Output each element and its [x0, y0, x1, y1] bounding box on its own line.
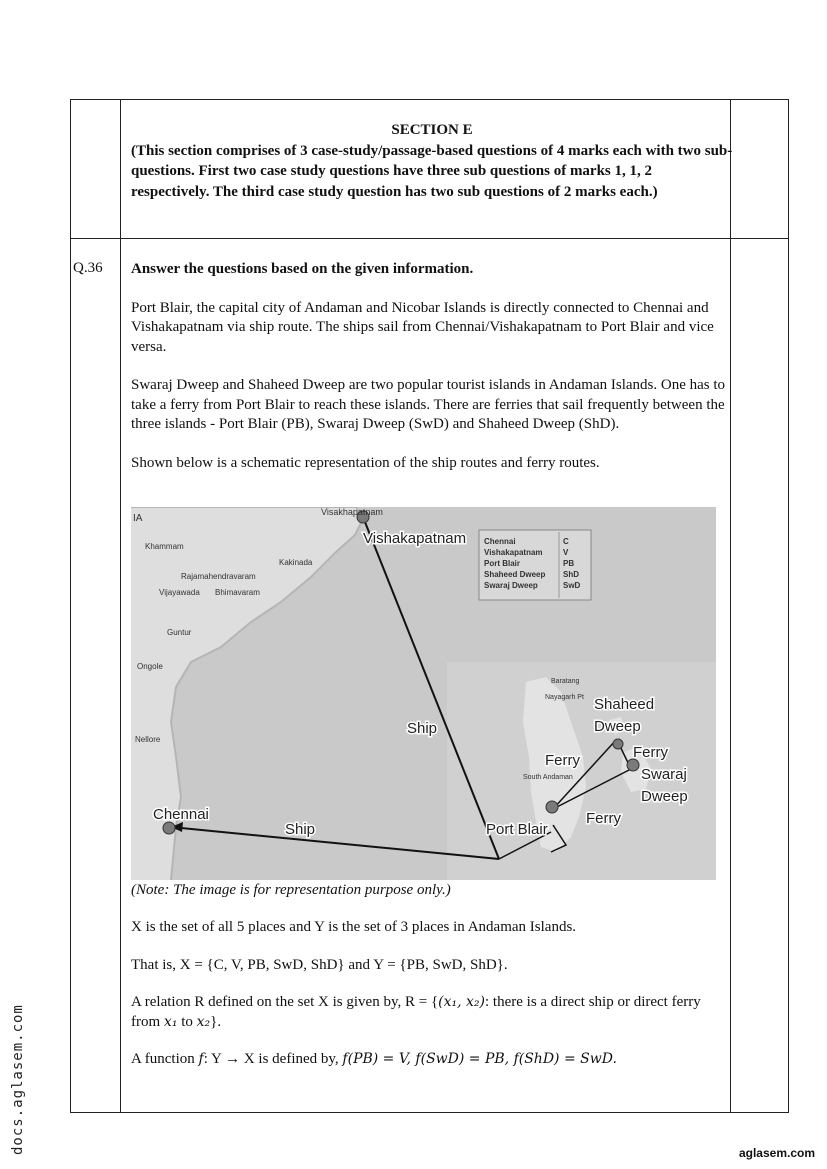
map-label-rajamahendravaram: Rajamahendravaram: [181, 572, 256, 581]
map-label-ferry-2: Ferry: [586, 810, 621, 827]
paragraph-2: Swaraj Dweep and Shaheed Dweep are two popular tourist islands in Andaman Islands. One has to take a ferry from Port Blair to reach these islands. There are ferries that sail frequently between the three islands - Port Blair (PB), Swaraj Dweep (SwD) and Shaheed Dweep (ShD).: [131, 377, 726, 432]
function-pre: A function: [131, 1051, 199, 1067]
marker-shaheed-dweep: [613, 739, 623, 749]
map-label-swaraj: Swaraj: [641, 766, 687, 783]
map-label-chennai: Chennai: [153, 806, 209, 823]
map-label-ship-chennai: Ship: [285, 821, 316, 838]
relation-x1: x₁: [163, 1013, 178, 1030]
paragraph-1: Port Blair, the capital city of Andaman and Nicobar Islands is directly connected to Chennai and Vishakapatnam via ship route. The ships sail from Chennai/Vishakapatnam to Port Blair and vice versa.: [131, 299, 714, 355]
function-symbol: f: [198, 1051, 204, 1067]
map-label-baratang: Baratang: [551, 678, 580, 685]
section-description: (This section comprises of 3 case-study/passage-based questions of 4 marks each with two sub-questions. First two case study questions have three sub questions of marks 1, 1, 2 respectively. The third case study question has two sub questions of 2 marks each.): [131, 142, 733, 200]
map-label-shaheed: Shaheed: [594, 696, 655, 713]
map-label-ferry-1: Ferry: [545, 752, 580, 769]
legend-code: PB: [563, 559, 575, 568]
relation-x2: x₂: [196, 1013, 211, 1030]
map-label-ship-vishakapatnam: Ship: [407, 720, 438, 737]
question-number: Q.36: [73, 260, 103, 276]
marker-chennai: [163, 822, 175, 834]
sets-definition: That is, X = {C, V, PB, SwD, ShD} and Y = {PB, SwD, ShD}.: [131, 956, 508, 973]
legend-name: Vishakapatnam: [484, 548, 543, 557]
relation-to: to: [177, 1013, 197, 1030]
image-note: (Note: The image is for representation purpose only.): [131, 882, 451, 898]
function-mid: : Y → X is defined by,: [203, 1051, 343, 1067]
function-values: f(PB) = V, f(SwD) = PB, f(ShD) = SwD.: [342, 1051, 617, 1067]
map-label-port-blair: Port Blair: [486, 821, 548, 838]
map-label-corner: IA: [133, 513, 143, 524]
column-divider-left: [120, 100, 121, 1112]
map-label-bhimavaram: Bhimavaram: [215, 588, 260, 597]
route-map: [131, 507, 716, 880]
map-label-guntur: Guntur: [167, 628, 192, 637]
map-legend: [479, 530, 591, 600]
section-header: [131, 120, 733, 202]
map-label-nayagarh: Nayagarh Pt: [545, 694, 584, 701]
sets-text: X is the set of all 5 places and Y is the set of 3 places in Andaman Islands.: [131, 919, 577, 935]
map-label-vijayawada: Vijayawada: [159, 588, 200, 597]
relation-pair: (x₁, x₂): [438, 994, 485, 1010]
map-label-ongole: Ongole: [137, 662, 163, 671]
map-label-dweep-swaraj: Dweep: [641, 788, 688, 805]
question-heading: Answer the questions based on the given information.: [131, 261, 474, 277]
legend-code: SwD: [563, 581, 581, 590]
footer-brand: aglasem.com: [738, 1146, 815, 1160]
section-title: SECTION E: [391, 122, 473, 138]
legend-name: Chennai: [484, 537, 516, 546]
relation-definition: [131, 993, 731, 1032]
question-definitions: [131, 918, 731, 1088]
question-table: [70, 99, 789, 1113]
map-label-kakinada: Kakinada: [279, 558, 313, 567]
map-label-ferry-3: Ferry: [633, 744, 668, 761]
legend-name: Swaraj Dweep: [484, 581, 538, 590]
map-label-nellore: Nellore: [135, 735, 161, 744]
paragraph-3: Shown below is a schematic representation of the ship routes and ferry routes.: [131, 454, 600, 471]
question-body: [131, 260, 731, 492]
row-divider: [71, 238, 788, 239]
marker-port-blair: [546, 801, 558, 813]
legend-code: ShD: [563, 570, 579, 579]
legend-name: Shaheed Dweep: [484, 570, 546, 579]
relation-mid: : there is a direct ship or direct ferry from: [131, 994, 701, 1030]
map-label-vishakapatnam: Vishakapatnam: [363, 530, 467, 547]
map-label-visakhapatnam-top: Visakhapatnam: [321, 507, 383, 517]
legend-name: Port Blair: [484, 559, 521, 568]
function-definition: [131, 1050, 731, 1070]
relation-pre: A relation R defined on the set X is given by, R = {: [131, 994, 439, 1010]
map-label-dweep-shaheed: Dweep: [594, 718, 641, 735]
relation-end: }.: [210, 1013, 222, 1030]
side-watermark: docs.aglasem.com: [10, 1004, 26, 1155]
legend-code: C: [563, 537, 569, 546]
map-label-south-andaman: South Andaman: [523, 774, 573, 781]
legend-code: V: [563, 548, 569, 557]
map-label-khammam: Khammam: [145, 542, 184, 551]
